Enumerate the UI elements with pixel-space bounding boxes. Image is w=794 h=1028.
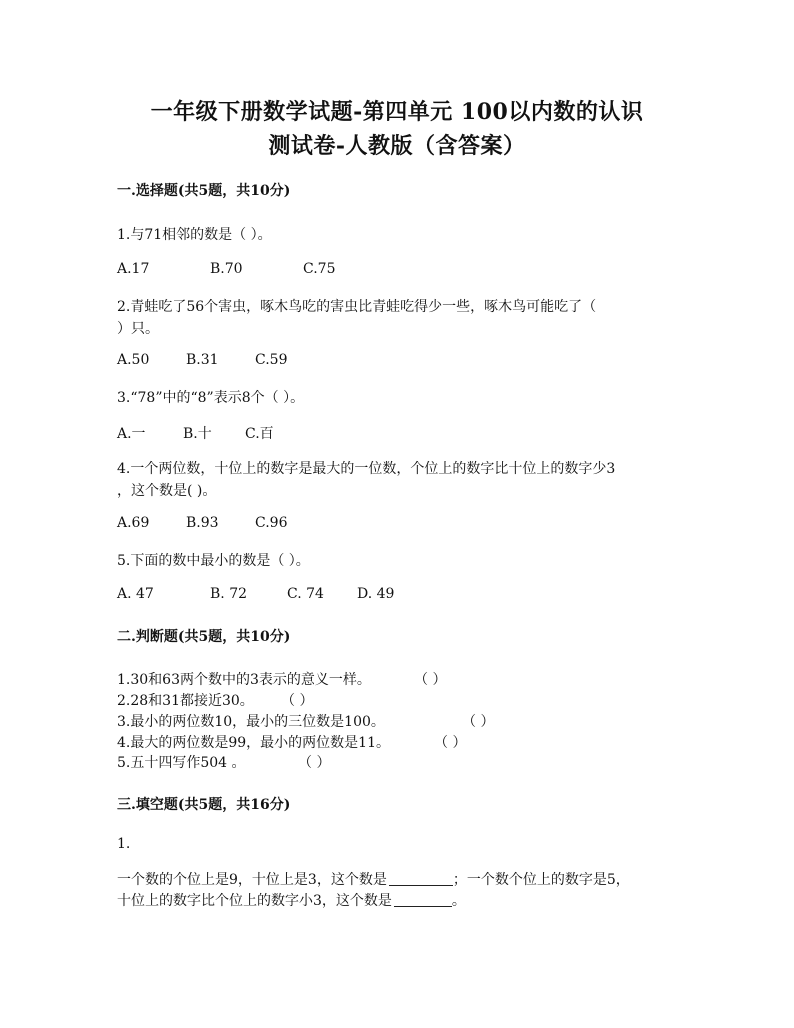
option-b: B.70 <box>210 261 243 277</box>
option-b: B.31 <box>186 352 219 368</box>
option-d: D. 49 <box>357 586 395 602</box>
question-1: 1.与71相邻的数是（ ）。 <box>117 227 272 243</box>
fill-text-b: ；一个数个位上的数字是5， <box>452 872 630 888</box>
option-a: A.69 <box>117 515 150 531</box>
section-choice-heading: 一.选择题(共5题，共10分) <box>117 183 291 199</box>
option-a: A.17 <box>117 261 150 277</box>
page-title: 一年级下册数学试题-第四单元 100以内数的认识 <box>150 99 644 125</box>
fill-text-c: 十位上的数字比个位上的数字小3，这个数是 <box>117 893 392 909</box>
question-4-line2: ，这个数是( )。 <box>117 483 217 499</box>
answer-parens: （ ） <box>298 755 331 771</box>
page-subtitle: 测试卷-人教版（含答案） <box>268 133 526 159</box>
fill-text-a: 一个数的个位上是9，十位上是3，这个数是 <box>117 872 387 888</box>
judgment-1-text: 1.30和63两个数中的3表示的意义一样。 <box>117 672 371 688</box>
judgment-4-text: 4.最大的两位数是99，最小的两位数是11。 <box>117 735 390 751</box>
option-a: A.一 <box>117 426 146 442</box>
option-c: C.59 <box>255 352 288 368</box>
question-4-line1: 4.一个两位数，十位上的数字是最大的一位数，个位上的数字比十位上的数字少3 <box>117 461 616 477</box>
answer-blank-1[interactable] <box>389 871 453 886</box>
fill-question-line2 <box>117 890 466 910</box>
answer-blank-2[interactable] <box>394 892 452 907</box>
fill-text-d: 。 <box>451 893 466 909</box>
section-judgment-heading: 二.判断题(共5题，共10分) <box>117 629 291 645</box>
answer-parens: （ ） <box>434 735 467 751</box>
option-b: B.93 <box>186 515 219 531</box>
option-b: B.十 <box>183 426 212 442</box>
option-a: A.50 <box>117 352 150 368</box>
option-c: C.75 <box>303 261 336 277</box>
fill-question-line1 <box>117 869 630 889</box>
answer-parens: （ ） <box>462 714 495 730</box>
fill-question-number: 1. <box>117 836 131 852</box>
option-a: A. 47 <box>117 586 154 602</box>
question-2-line2: ）只。 <box>117 321 159 337</box>
section-fill-heading: 三.填空题(共5题，共16分) <box>117 797 291 813</box>
question-3: 3.“78”中的“8”表示8个（ ）。 <box>117 390 305 406</box>
question-2-line1: 2.青蛙吃了56个害虫，啄木鸟吃的害虫比青蛙吃得少一些，啄木鸟可能吃了（ <box>117 299 597 315</box>
option-c: C.96 <box>255 515 288 531</box>
question-5: 5.下面的数中最小的数是（ ）。 <box>117 553 310 569</box>
judgment-5-text: 5.五十四写作504 。 <box>117 755 246 771</box>
answer-parens: （ ） <box>414 672 447 688</box>
judgment-2-text: 2.28和31都接近30。 <box>117 693 254 709</box>
judgment-3-text: 3.最小的两位数10，最小的三位数是100。 <box>117 714 385 730</box>
option-c: C.百 <box>245 426 274 442</box>
option-c: C. 74 <box>287 586 324 602</box>
answer-parens: （ ） <box>281 693 314 709</box>
option-b: B. 72 <box>210 586 248 602</box>
